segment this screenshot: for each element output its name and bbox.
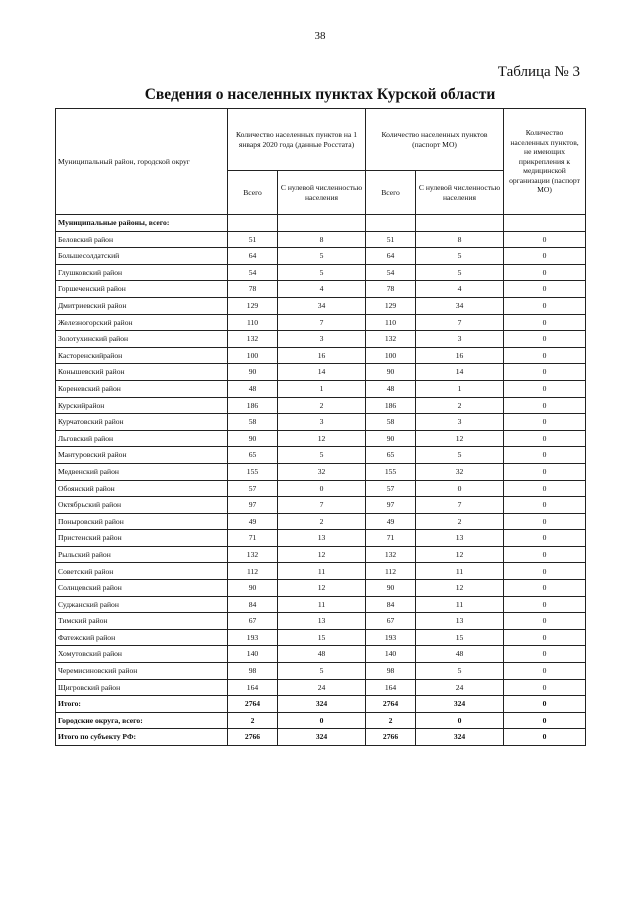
zero-2020-cell: 0 bbox=[278, 712, 366, 729]
total-passport-cell: 186 bbox=[366, 397, 416, 414]
zero-2020-cell: 12 bbox=[278, 546, 366, 563]
total-2020-cell: 110 bbox=[228, 314, 278, 331]
header-count-2020: Количество населенных пунктов на 1 января 2020 года (данные Росстата) bbox=[228, 109, 366, 171]
total-2020-cell: 84 bbox=[228, 596, 278, 613]
table-row bbox=[56, 513, 586, 530]
total-2020-cell: 186 bbox=[228, 397, 278, 414]
no-attachment-cell: 0 bbox=[504, 480, 586, 497]
zero-passport-cell: 16 bbox=[416, 347, 504, 364]
zero-passport-cell: 4 bbox=[416, 281, 504, 298]
zero-2020-cell: 13 bbox=[278, 613, 366, 630]
no-attachment-cell: 0 bbox=[504, 331, 586, 348]
no-attachment-cell: 0 bbox=[504, 231, 586, 248]
no-attachment-cell: 0 bbox=[504, 729, 586, 746]
zero-2020-cell: 34 bbox=[278, 297, 366, 314]
zero-2020-cell: 48 bbox=[278, 646, 366, 663]
district-cell: Кореневский район bbox=[56, 380, 228, 397]
table-row bbox=[56, 447, 586, 464]
no-attachment-cell: 0 bbox=[504, 530, 586, 547]
table-row bbox=[56, 347, 586, 364]
table-row bbox=[56, 314, 586, 331]
zero-passport-cell: 13 bbox=[416, 613, 504, 630]
district-cell: Медвенский район bbox=[56, 463, 228, 480]
subheader-total: Всего bbox=[366, 171, 416, 215]
no-attachment-cell: 0 bbox=[504, 347, 586, 364]
total-2020-cell: 71 bbox=[228, 530, 278, 547]
total-passport-cell: 78 bbox=[366, 281, 416, 298]
zero-2020-cell: 0 bbox=[278, 480, 366, 497]
zero-2020-cell: 7 bbox=[278, 314, 366, 331]
header-row bbox=[56, 109, 586, 171]
zero-passport-cell: 5 bbox=[416, 663, 504, 680]
no-attachment-cell: 0 bbox=[504, 497, 586, 514]
no-attachment-cell: 0 bbox=[504, 679, 586, 696]
district-cell: Черемисиновский район bbox=[56, 663, 228, 680]
district-cell: Обоянский район bbox=[56, 480, 228, 497]
no-attachment-cell: 0 bbox=[504, 580, 586, 597]
total-2020-cell: 90 bbox=[228, 364, 278, 381]
total-passport-cell: 54 bbox=[366, 264, 416, 281]
header-count-passport: Количество населенных пунктов (паспорт МО) bbox=[366, 109, 504, 171]
district-cell: Суджанский район bbox=[56, 596, 228, 613]
no-attachment-cell: 0 bbox=[504, 248, 586, 265]
total-2020-cell: 67 bbox=[228, 613, 278, 630]
no-attachment-cell: 0 bbox=[504, 546, 586, 563]
no-attachment-cell: 0 bbox=[504, 563, 586, 580]
zero-2020-cell: 324 bbox=[278, 696, 366, 713]
subheader-zero-population: С нулевой численностью населения bbox=[416, 171, 504, 215]
district-cell: Глушковский район bbox=[56, 264, 228, 281]
zero-passport-cell: 8 bbox=[416, 231, 504, 248]
header-district: Муниципальный район, городской округ bbox=[56, 109, 228, 215]
no-attachment-cell: 0 bbox=[504, 513, 586, 530]
table-row bbox=[56, 546, 586, 563]
table-row bbox=[56, 248, 586, 265]
total-2020-cell: 51 bbox=[228, 231, 278, 248]
table-row bbox=[56, 613, 586, 630]
district-cell: Советский район bbox=[56, 563, 228, 580]
total-passport-cell: 2764 bbox=[366, 696, 416, 713]
total-2020-cell: 48 bbox=[228, 380, 278, 397]
district-cell: Итого: bbox=[56, 696, 228, 713]
table-row bbox=[56, 430, 586, 447]
no-attachment-cell: 0 bbox=[504, 629, 586, 646]
no-attachment-cell: 0 bbox=[504, 414, 586, 431]
total-passport-cell: 90 bbox=[366, 364, 416, 381]
zero-2020-cell: 14 bbox=[278, 364, 366, 381]
total-2020-cell: 2 bbox=[228, 712, 278, 729]
table-row bbox=[56, 264, 586, 281]
no-attachment-cell: 0 bbox=[504, 712, 586, 729]
zero-2020-cell: 2 bbox=[278, 397, 366, 414]
zero-passport-cell: 5 bbox=[416, 264, 504, 281]
zero-passport-cell: 15 bbox=[416, 629, 504, 646]
table-row bbox=[56, 596, 586, 613]
zero-passport-cell: 24 bbox=[416, 679, 504, 696]
district-cell: Поныровский район bbox=[56, 513, 228, 530]
no-attachment-cell: 0 bbox=[504, 430, 586, 447]
zero-2020-cell: 5 bbox=[278, 264, 366, 281]
district-cell: Железногорский район bbox=[56, 314, 228, 331]
district-cell: Большесолдатский bbox=[56, 248, 228, 265]
zero-2020-cell: 16 bbox=[278, 347, 366, 364]
total-passport-cell: 164 bbox=[366, 679, 416, 696]
total-passport-cell: 155 bbox=[366, 463, 416, 480]
total-2020-cell: 100 bbox=[228, 347, 278, 364]
zero-passport-cell: 2 bbox=[416, 513, 504, 530]
total-passport-cell: 100 bbox=[366, 347, 416, 364]
total-passport-cell: 98 bbox=[366, 663, 416, 680]
zero-2020-cell: 5 bbox=[278, 663, 366, 680]
zero-passport-cell: 3 bbox=[416, 414, 504, 431]
no-attachment-cell: 0 bbox=[504, 463, 586, 480]
district-cell: Курчатовский район bbox=[56, 414, 228, 431]
zero-2020-cell: 11 bbox=[278, 563, 366, 580]
total-2020-cell: 54 bbox=[228, 264, 278, 281]
table-row bbox=[56, 414, 586, 431]
total-passport-cell: 65 bbox=[366, 447, 416, 464]
total-passport-cell: 48 bbox=[366, 380, 416, 397]
district-cell: Беловский район bbox=[56, 231, 228, 248]
zero-2020-cell: 3 bbox=[278, 414, 366, 431]
zero-passport-cell: 32 bbox=[416, 463, 504, 480]
district-cell: Тимский район bbox=[56, 613, 228, 630]
total-passport-cell: 97 bbox=[366, 497, 416, 514]
district-cell: Солнцевский район bbox=[56, 580, 228, 597]
total-passport-cell: 132 bbox=[366, 546, 416, 563]
page-number: 38 bbox=[314, 30, 326, 42]
zero-2020-cell: 5 bbox=[278, 248, 366, 265]
zero-passport-cell: 7 bbox=[416, 497, 504, 514]
total-2020-cell: 98 bbox=[228, 663, 278, 680]
total-2020-cell: 65 bbox=[228, 447, 278, 464]
no-attachment-cell: 0 bbox=[504, 696, 586, 713]
total-2020-cell: 193 bbox=[228, 629, 278, 646]
zero-passport-cell: 5 bbox=[416, 248, 504, 265]
total-2020-cell: 90 bbox=[228, 430, 278, 447]
district-cell: Городские округа, всего: bbox=[56, 712, 228, 729]
zero-2020-cell: 8 bbox=[278, 231, 366, 248]
no-attachment-cell: 0 bbox=[504, 297, 586, 314]
zero-passport-cell: 12 bbox=[416, 546, 504, 563]
total-passport-cell: 110 bbox=[366, 314, 416, 331]
district-cell: Дмитриевский район bbox=[56, 297, 228, 314]
zero-passport-cell: 2 bbox=[416, 397, 504, 414]
total-2020-cell: 97 bbox=[228, 497, 278, 514]
no-attachment-cell: 0 bbox=[504, 264, 586, 281]
zero-passport-cell: 3 bbox=[416, 331, 504, 348]
zero-2020-cell: 3 bbox=[278, 331, 366, 348]
zero-2020-cell: 15 bbox=[278, 629, 366, 646]
total-passport-cell: 2766 bbox=[366, 729, 416, 746]
total-2020-cell: 164 bbox=[228, 679, 278, 696]
no-attachment-cell: 0 bbox=[504, 380, 586, 397]
zero-passport-cell: 13 bbox=[416, 530, 504, 547]
district-cell: Хомутовский район bbox=[56, 646, 228, 663]
table-row bbox=[56, 530, 586, 547]
total-passport-cell: 112 bbox=[366, 563, 416, 580]
total-passport-cell: 57 bbox=[366, 480, 416, 497]
subheader-total: Всего bbox=[228, 171, 278, 215]
total-passport-cell: 90 bbox=[366, 580, 416, 597]
total-2020-cell: 112 bbox=[228, 563, 278, 580]
zero-passport-cell: 324 bbox=[416, 729, 504, 746]
zero-passport-cell: 11 bbox=[416, 563, 504, 580]
district-cell: Горшеченский район bbox=[56, 281, 228, 298]
no-attachment-cell: 0 bbox=[504, 663, 586, 680]
district-cell: Конышевский район bbox=[56, 364, 228, 381]
no-attachment-cell: 0 bbox=[504, 281, 586, 298]
zero-2020-cell: 11 bbox=[278, 596, 366, 613]
table-row bbox=[56, 364, 586, 381]
zero-2020-cell: 1 bbox=[278, 380, 366, 397]
table-row bbox=[56, 463, 586, 480]
total-passport-cell: 132 bbox=[366, 331, 416, 348]
page-title: Сведения о населенных пунктах Курской области bbox=[144, 86, 496, 103]
total-2020-cell: 155 bbox=[228, 463, 278, 480]
zero-2020-cell: 13 bbox=[278, 530, 366, 547]
zero-passport-cell: 324 bbox=[416, 696, 504, 713]
total-2020-cell: 90 bbox=[228, 580, 278, 597]
total-passport-cell: 84 bbox=[366, 596, 416, 613]
total-passport-cell: 71 bbox=[366, 530, 416, 547]
subheader-zero-population: С нулевой численностью населения bbox=[278, 171, 366, 215]
total-2020-cell: 132 bbox=[228, 546, 278, 563]
total-2020-cell: 2764 bbox=[228, 696, 278, 713]
zero-passport-cell: 0 bbox=[416, 480, 504, 497]
no-attachment-cell: 0 bbox=[504, 613, 586, 630]
table-row bbox=[56, 663, 586, 680]
zero-passport-cell: 11 bbox=[416, 596, 504, 613]
district-cell: Мантуровский район bbox=[56, 447, 228, 464]
zero-passport-cell: 12 bbox=[416, 580, 504, 597]
total-2020-cell: 140 bbox=[228, 646, 278, 663]
table-row bbox=[56, 380, 586, 397]
section-label: Муниципальные районы, всего: bbox=[56, 215, 228, 232]
total-passport-cell: 129 bbox=[366, 297, 416, 314]
table-row bbox=[56, 231, 586, 248]
total-2020-cell: 129 bbox=[228, 297, 278, 314]
zero-2020-cell: 12 bbox=[278, 580, 366, 597]
total-passport-cell: 51 bbox=[366, 231, 416, 248]
district-cell: Золотухинский район bbox=[56, 331, 228, 348]
table-row bbox=[56, 563, 586, 580]
zero-passport-cell: 0 bbox=[416, 712, 504, 729]
table-row bbox=[56, 331, 586, 348]
zero-2020-cell: 5 bbox=[278, 447, 366, 464]
table-number: Таблица № 3 bbox=[497, 64, 580, 80]
table-row bbox=[56, 497, 586, 514]
total-passport-cell: 64 bbox=[366, 248, 416, 265]
zero-passport-cell: 34 bbox=[416, 297, 504, 314]
total-2020-cell: 57 bbox=[228, 480, 278, 497]
no-attachment-cell: 0 bbox=[504, 397, 586, 414]
section-row bbox=[56, 215, 586, 232]
total-passport-cell: 67 bbox=[366, 613, 416, 630]
zero-passport-cell: 48 bbox=[416, 646, 504, 663]
zero-2020-cell: 324 bbox=[278, 729, 366, 746]
total-passport-cell: 2 bbox=[366, 712, 416, 729]
table-row bbox=[56, 480, 586, 497]
table-row bbox=[56, 646, 586, 663]
zero-passport-cell: 12 bbox=[416, 430, 504, 447]
table-row bbox=[56, 712, 586, 729]
zero-passport-cell: 14 bbox=[416, 364, 504, 381]
total-passport-cell: 90 bbox=[366, 430, 416, 447]
no-attachment-cell: 0 bbox=[504, 596, 586, 613]
district-cell: Октябрьский район bbox=[56, 497, 228, 514]
total-2020-cell: 78 bbox=[228, 281, 278, 298]
district-cell: Итого по субъекту РФ: bbox=[56, 729, 228, 746]
zero-2020-cell: 4 bbox=[278, 281, 366, 298]
zero-2020-cell: 2 bbox=[278, 513, 366, 530]
district-cell: Щигровский район bbox=[56, 679, 228, 696]
district-cell: Курскийрайон bbox=[56, 397, 228, 414]
district-cell: Пристенский район bbox=[56, 530, 228, 547]
total-passport-cell: 193 bbox=[366, 629, 416, 646]
total-2020-cell: 49 bbox=[228, 513, 278, 530]
table-row bbox=[56, 281, 586, 298]
zero-2020-cell: 24 bbox=[278, 679, 366, 696]
table-row bbox=[56, 629, 586, 646]
district-cell: Рыльский район bbox=[56, 546, 228, 563]
settlements-table bbox=[55, 108, 586, 746]
table-row bbox=[56, 297, 586, 314]
no-attachment-cell: 0 bbox=[504, 314, 586, 331]
table-row bbox=[56, 397, 586, 414]
total-passport-cell: 140 bbox=[366, 646, 416, 663]
total-2020-cell: 64 bbox=[228, 248, 278, 265]
no-attachment-cell: 0 bbox=[504, 646, 586, 663]
total-passport-cell: 58 bbox=[366, 414, 416, 431]
zero-2020-cell: 12 bbox=[278, 430, 366, 447]
total-passport-cell: 49 bbox=[366, 513, 416, 530]
table-row bbox=[56, 580, 586, 597]
table-row bbox=[56, 696, 586, 713]
no-attachment-cell: 0 bbox=[504, 364, 586, 381]
no-attachment-cell: 0 bbox=[504, 447, 586, 464]
zero-2020-cell: 7 bbox=[278, 497, 366, 514]
header-no-attachment: Количество населенных пунктов, не имеющих прикрепления к медицинской организации (паспорт МО) bbox=[504, 109, 586, 215]
table-row bbox=[56, 679, 586, 696]
zero-passport-cell: 5 bbox=[416, 447, 504, 464]
district-cell: Льговский район bbox=[56, 430, 228, 447]
district-cell: Фатежский район bbox=[56, 629, 228, 646]
district-cell: Касторенскийрайон bbox=[56, 347, 228, 364]
total-2020-cell: 2766 bbox=[228, 729, 278, 746]
zero-passport-cell: 7 bbox=[416, 314, 504, 331]
zero-passport-cell: 1 bbox=[416, 380, 504, 397]
total-2020-cell: 58 bbox=[228, 414, 278, 431]
zero-2020-cell: 32 bbox=[278, 463, 366, 480]
total-2020-cell: 132 bbox=[228, 331, 278, 348]
table-row bbox=[56, 729, 586, 746]
